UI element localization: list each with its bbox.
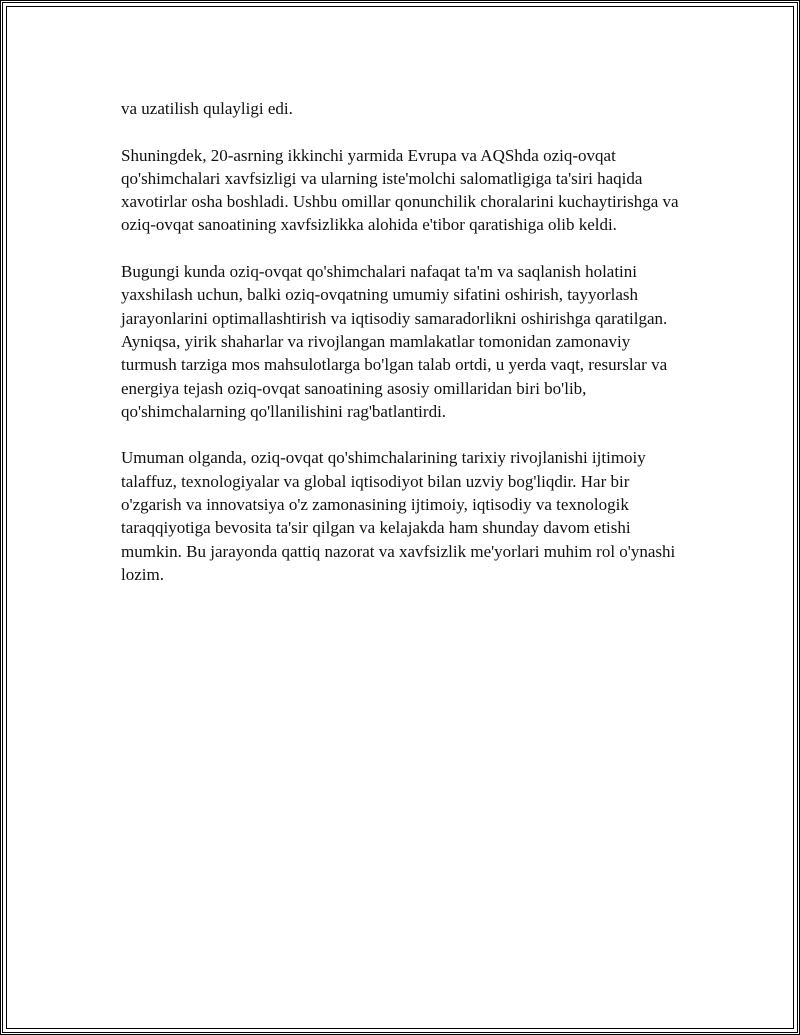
document-body <box>121 97 681 610</box>
paragraph-1: va uzatilish qulayligi edi. <box>121 99 293 118</box>
paragraph-2: Shuningdek, 20-asrning ikkinchi yarmida Evrupa va AQShda oziq-ovqat qo'shimchalari xavfsizligi va ularning iste'molchi salomatligiga ta'siri haqida xavotirlar osha boshladi. Ushbu omillar qonunchilik choralarini kuchaytirishga va oziq-ovqat sanoatining xavfsizlikka alohida e'tibor qaratishiga olib keldi. <box>121 145 679 235</box>
paragraph-3: Bugungi kunda oziq-ovqat qo'shimchalari nafaqat ta'm va saqlanish holatini yaxshilash uchun, balki oziq-ovqatning umumiy sifatini oshirish, tayyorlash jarayonlarini optimallashtirish va iqtisodiy samaradorlikni oshirishga qaratilgan. Ayniqsa, yirik shaharlar va rivojlangan mamlakatlar tomonidan zamonaviy turmush tarziga mos mahsulotlarga bo'lgan talab ortdi, u yerda vaqt, resurslar va energiya tejash oziq-ovqat sanoatining asosiy omillaridan biri bo'lib, qo'shimchalarning qo'llanilishini rag'batlantirdi. <box>121 262 668 421</box>
paragraph-4: Umuman olganda, oziq-ovqat qo'shimchalarining tarixiy rivojlanishi ijtimoiy talaffuz, texnologiyalar va global iqtisodiyot bilan uzviy bog'liqdir. Har bir o'zgarish va innovatsiya o'z zamonasining ijtimoiy, iqtisodiy va texnologik taraqqiyotiga bevosita ta'sir qilgan va kelajakda ham shunday davom etishi mumkin. Bu jarayonda qattiq nazorat va xavfsizlik me'yorlari muhim rol o'ynashi lozim. <box>121 448 676 584</box>
